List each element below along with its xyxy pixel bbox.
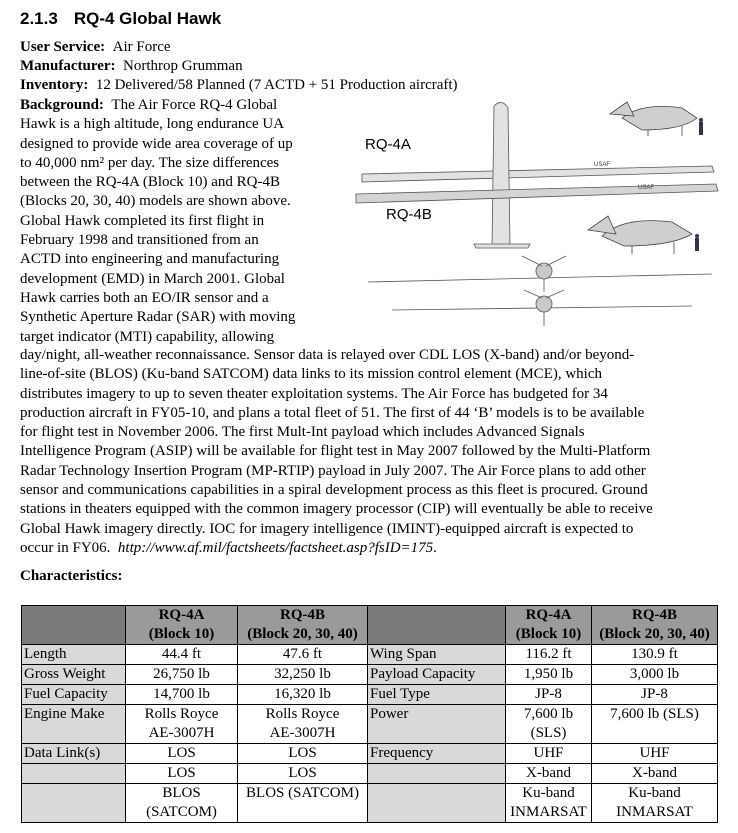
meta-label: Manufacturer: xyxy=(20,58,116,74)
meta-value: Northrop Grumman xyxy=(123,58,243,74)
text-line: sensor and communications capabilities in a spiral development process as this fleet is procured. Ground xyxy=(20,482,648,499)
figure-label-rq4a: RQ-4A xyxy=(365,136,411,153)
table-row: Length 44.4 ft 47.6 ft Wing Span 116.2 ft 130.9 ft xyxy=(22,645,718,665)
table-row: Data Link(s) LOS LOS Frequency UHF UHF xyxy=(22,744,718,764)
text-line: ACTD into engineering and manufacturing xyxy=(20,251,280,268)
text-line: between the RQ-4A (Block 10) and RQ-4B xyxy=(20,174,280,191)
text-line: February 1998 and transitioned from an xyxy=(20,232,259,249)
text-line: distributes imagery to up to seven theater exploitation systems. The Air Force has budgeted for 34 xyxy=(20,385,608,402)
section-title: RQ-4 Global Hawk xyxy=(73,9,222,28)
text-line: development (EMD) in March 2001. Global xyxy=(20,270,285,287)
text-line: Hawk is a high altitude, long endurance UA xyxy=(20,116,285,133)
usaf-mark: USAF xyxy=(594,162,611,168)
meta-value: Air Force xyxy=(112,39,171,55)
factsheet-link[interactable]: http://www.af.mil/factsheets/factsheet.asp?fsID=175 xyxy=(117,539,434,556)
text-line: Radar Technology Insertion Program (MP-RTIP) payload in July 2007. The Air Force plans to add other xyxy=(20,462,646,479)
table-row: Engine Make Rolls Royce AE-3007H Rolls Royce AE-3007H Power 7,600 lb (SLS) 7,600 lb (SLS) xyxy=(22,705,718,744)
table-row: LOS LOS X-band X-band xyxy=(22,764,718,784)
table-row: BLOS (SATCOM) BLOS (SATCOM) Ku-band INMARSAT Ku-band INMARSAT xyxy=(22,784,718,823)
text-line: designed to provide wide area coverage of up xyxy=(20,135,293,152)
usaf-mark: USAF xyxy=(638,185,655,191)
characteristics-label: Characteristics: xyxy=(20,568,123,584)
meta-label: User Service: xyxy=(20,39,106,55)
rq4b-side-view xyxy=(588,216,692,254)
text-line: day/night, all-weather reconnaissance. Sensor data is relayed over CDL LOS (X-band) and/or beyond- xyxy=(20,347,635,363)
text-line: stations in theaters equipped with the common imagery processor (CIP) will eventually be able to receive xyxy=(20,501,653,518)
header-rq4a: RQ-4A (Block 10) xyxy=(506,606,592,645)
text-line: Synthetic Aperture Radar (SAR) with moving xyxy=(20,309,296,326)
table-header-row xyxy=(22,606,718,645)
text-line: to 40,000 nm² per day. The size differences xyxy=(20,154,280,171)
person-silhouette xyxy=(695,234,699,251)
background-paragraph-top xyxy=(20,96,350,347)
text-line: Global Hawk completed its first flight in xyxy=(20,212,265,229)
text-line: production aircraft in FY05-10, and plans a total fleet of 51. The first of 44 ‘B’ models is to be available xyxy=(20,404,645,421)
header-rq4b: RQ-4B (Block 20, 30, 40) xyxy=(592,606,718,645)
text-line: Background: The Air Force RQ-4 Global xyxy=(20,97,278,113)
table-row: Fuel Capacity 14,700 lb 16,320 lb Fuel Type JP-8 JP-8 xyxy=(22,685,718,705)
text-line: Global Hawk imagery directly. IOC for imagery intelligence (IMINT)-equipped aircraft is expected to xyxy=(20,520,634,537)
text-line: (Blocks 20, 30, 40) models are shown above. xyxy=(20,193,291,210)
characteristics-table xyxy=(21,605,718,823)
rq4a-side-view xyxy=(610,102,697,136)
text-line: Intelligence Program (ASIP) will be available for flight test in May 2007 followed by the Multi-Platform xyxy=(20,443,651,460)
header-blank xyxy=(368,606,506,645)
meta-manufacturer xyxy=(20,57,243,76)
text-line: occur in FY06. http://www.af.mil/factsheets/factsheet.asp?fsID=175. xyxy=(20,539,437,556)
text-line: Hawk carries both an EO/IR sensor and a xyxy=(20,289,269,306)
background-paragraph-bottom xyxy=(20,346,720,558)
person-silhouette xyxy=(699,118,703,135)
meta-inventory xyxy=(20,76,458,95)
rq4a-front-view xyxy=(392,290,692,326)
meta-user-service xyxy=(20,38,171,57)
table-row: Gross Weight 26,750 lb 32,250 lb Payload Capacity 1,950 lb 3,000 lb xyxy=(22,665,718,685)
header-blank xyxy=(22,606,126,645)
figure-label-rq4b: RQ-4B xyxy=(386,206,432,223)
meta-label: Inventory: xyxy=(20,77,89,93)
header-rq4a: RQ-4A (Block 10) xyxy=(126,606,238,645)
rq4b-front-view xyxy=(368,256,712,292)
rq4b-top-view xyxy=(356,184,718,203)
text-line: line-of-site (BLOS) (Ku-band SATCOM) data links to its mission control element (MCE), which xyxy=(20,366,603,383)
meta-value: 12 Delivered/58 Planned (7 ACTD + 51 Production aircraft) xyxy=(95,77,458,93)
section-heading xyxy=(20,9,221,29)
aircraft-comparison-figure xyxy=(352,96,722,346)
background-label: Background: xyxy=(20,97,104,113)
text-line: target indicator (MTI) capability, allowing xyxy=(20,328,275,345)
header-rq4b: RQ-4B (Block 20, 30, 40) xyxy=(238,606,368,645)
section-number: 2.1.3 xyxy=(20,9,58,28)
text-line: for flight test in November 2006. The first Mult-Int payload which includes Advanced Signals xyxy=(20,424,585,441)
